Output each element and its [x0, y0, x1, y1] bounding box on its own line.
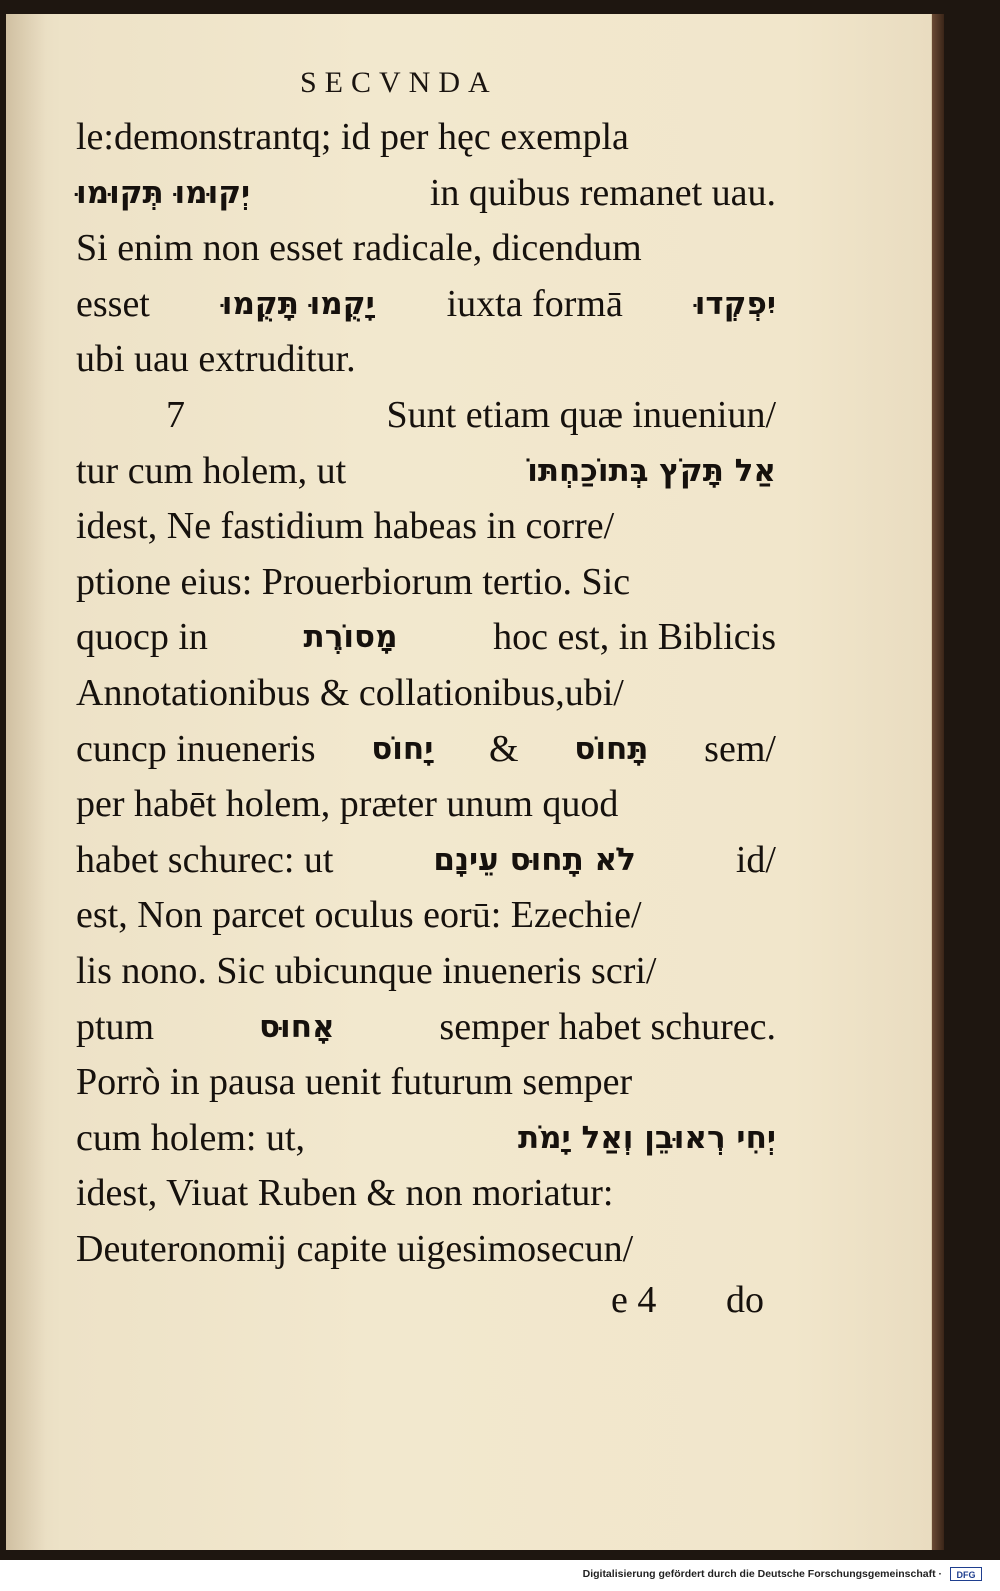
- hebrew-phrase: לֹא תָחוּס עֵינָם: [433, 841, 636, 878]
- text-line: [76, 1222, 776, 1278]
- latin-text: per habēt holem, præter unum quod: [76, 783, 619, 826]
- latin-text: idest, Viuat Ruben & non moriatur:: [76, 1172, 614, 1215]
- latin-text: &: [489, 727, 519, 770]
- running-head: SECVNDA: [300, 66, 498, 99]
- signature-mark: e 4: [611, 1279, 657, 1321]
- hebrew-phrase: יְקוּמוּ תְּקוּמוּ: [76, 174, 251, 211]
- latin-text: le:demonstrantq; id per hęc exempla: [76, 116, 629, 158]
- latin-text: Deuteronomij capite uigesimosecun/: [76, 1227, 634, 1270]
- text-line: [76, 388, 776, 444]
- catchword: do: [726, 1279, 764, 1321]
- text-line: [76, 166, 776, 222]
- latin-text: Annotationibus & collationibus,ubi/: [76, 671, 624, 714]
- latin-text: quocp in: [76, 616, 208, 659]
- latin-text: semper habet schurec.: [439, 1005, 776, 1048]
- hebrew-phrase: מָסוֹרֶת: [303, 619, 398, 656]
- text-line: [76, 444, 776, 500]
- latin-text: idest, Ne fastidium habeas in corre/: [76, 505, 615, 548]
- text-line: [76, 777, 776, 833]
- text-line: [76, 332, 776, 388]
- hebrew-phrase: יָקֻמוּ תָּקֻמוּ: [221, 285, 375, 322]
- page-bottom-marks: [76, 1278, 776, 1334]
- latin-text: ptione eius: Prouerbiorum tertio. Sic: [76, 560, 631, 603]
- text-line: [76, 944, 776, 1000]
- latin-text: in quibus remanet uau.: [429, 171, 776, 214]
- latin-text: hoc est, in Biblicis: [493, 616, 776, 659]
- latin-text: cum holem: ut,: [76, 1116, 306, 1159]
- text-line: [76, 1111, 776, 1167]
- text-line: [76, 499, 776, 555]
- latin-text: Sunt etiam quæ inueniun/: [386, 393, 776, 436]
- latin-text: ptum: [76, 1005, 155, 1048]
- text-line: [76, 110, 776, 166]
- latin-text: ubi uau extruditur.: [76, 338, 356, 381]
- book-edge: [932, 14, 944, 1550]
- latin-text: Si enim non esset radicale, dicendum: [76, 227, 642, 270]
- section-number: 7: [166, 393, 185, 436]
- hebrew-phrase: אַל תָּקֹץ בְּתוֹכַחְתּוֹ: [527, 452, 776, 489]
- latin-text: Porrò in pausa uenit futurum semper: [76, 1061, 633, 1104]
- text-line: [76, 610, 776, 666]
- text-line: [76, 555, 776, 611]
- text-line: [76, 888, 776, 944]
- dfg-logo-icon: DFG: [950, 1567, 982, 1581]
- footer-credit: Digitalisierung gefördert durch die Deutsche Forschungsgemeinschaft ·: [582, 1568, 942, 1580]
- latin-text: esset: [76, 282, 150, 325]
- hebrew-phrase: תָּחוֹס: [574, 730, 649, 767]
- hebrew-phrase: יָחוֹס: [371, 730, 434, 767]
- text-line: [76, 722, 776, 778]
- latin-text: est, Non parcet oculus eorū: Ezechie/: [76, 894, 642, 937]
- text-block: [76, 110, 776, 1277]
- text-line: [76, 1055, 776, 1111]
- text-line: [76, 666, 776, 722]
- text-line: [76, 277, 776, 333]
- hebrew-phrase: אָחוּס: [258, 1008, 335, 1045]
- text-line: [76, 221, 776, 277]
- latin-text: cuncp inueneris: [76, 727, 316, 770]
- text-line: [76, 833, 776, 889]
- latin-text: lis nono. Sic ubicunque inueneris scri/: [76, 949, 657, 992]
- text-line: [76, 1000, 776, 1056]
- latin-text: tur cum holem, ut: [76, 449, 347, 492]
- latin-text: iuxta formā: [446, 282, 623, 325]
- hebrew-phrase: יְחִי רְאוּבֵן וְאַל יָמֹת: [517, 1119, 776, 1156]
- latin-text: habet schurec: ut: [76, 838, 334, 881]
- hebrew-phrase: יִפְקְדוּ: [694, 285, 776, 322]
- latin-text: id/: [735, 838, 776, 881]
- digitization-footer: [0, 1560, 1000, 1591]
- latin-text: sem/: [704, 727, 776, 770]
- text-line: [76, 1166, 776, 1222]
